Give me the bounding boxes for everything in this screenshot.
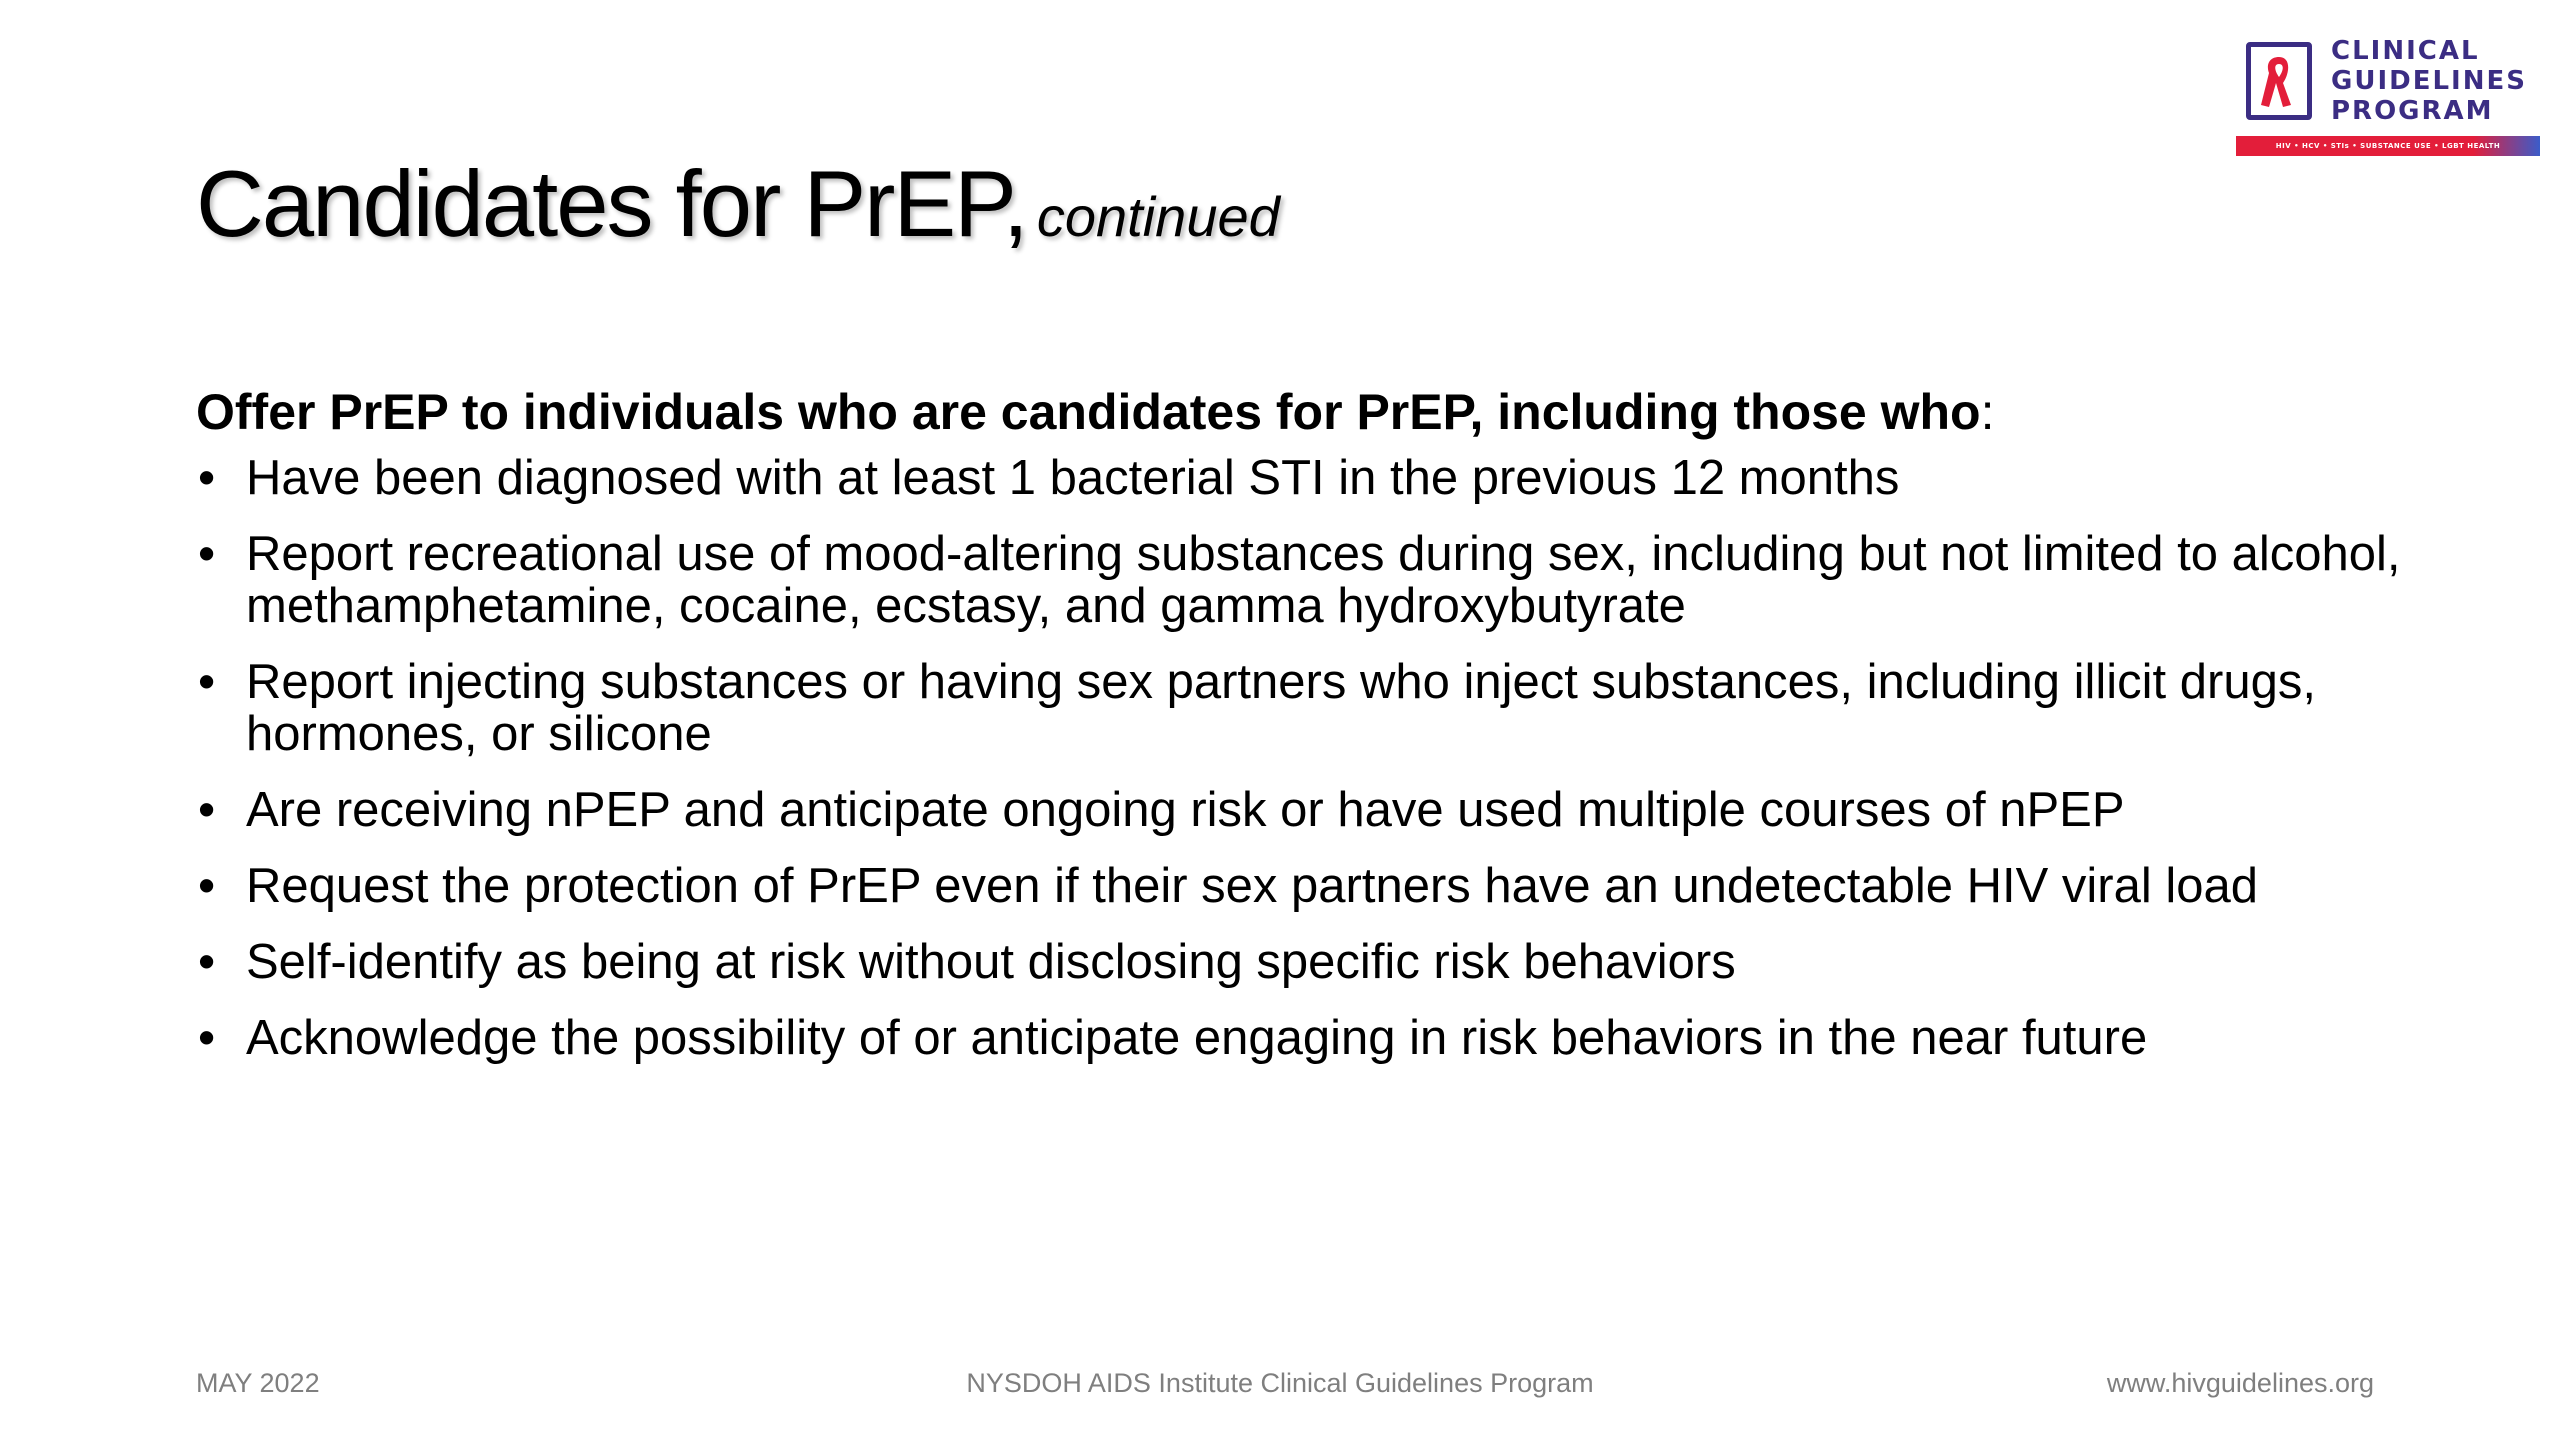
- bullet-marker: •: [198, 783, 216, 837]
- bullet-item: [196, 528, 2416, 632]
- intro-suffix: :: [1980, 384, 1995, 440]
- bullet-marker: •: [198, 527, 216, 581]
- bullet-item: [196, 936, 2416, 988]
- slide-content: [196, 380, 2416, 1088]
- title-main: Candidates for PrEP,: [196, 151, 1027, 256]
- slide-title: [196, 150, 1280, 258]
- bullet-marker: •: [198, 935, 216, 989]
- bullet-item: [196, 1012, 2416, 1064]
- footer-program: NYSDOH AIDS Institute Clinical Guidelines Program: [966, 1368, 1594, 1398]
- footer-url[interactable]: www.hivguidelines.org: [2106, 1368, 2374, 1398]
- footer-date: MAY 2022: [196, 1368, 320, 1398]
- logo-ribbon-box: [2246, 42, 2312, 120]
- bullet-text: Acknowledge the possibility of or anticipate engaging in risk behaviors in the near future: [246, 1011, 2148, 1065]
- bullet-item: [196, 784, 2416, 836]
- bullet-item: [196, 656, 2416, 760]
- red-ribbon-icon: [2257, 53, 2301, 111]
- bullet-marker: •: [198, 655, 216, 709]
- bullet-marker: •: [198, 859, 216, 913]
- title-sub: continued: [1036, 185, 1280, 248]
- clinical-guidelines-program-logo: [2236, 36, 2546, 160]
- logo-line-3: PROGRAM: [2331, 96, 2494, 126]
- bullet-text: Have been diagnosed with at least 1 bacterial STI in the previous 12 months: [246, 451, 1900, 505]
- intro-bold-text: Offer PrEP to individuals who are candidates for PrEP, including those who: [196, 384, 1981, 440]
- bullet-text: Are receiving nPEP and anticipate ongoing risk or have used multiple courses of nPEP: [246, 783, 2125, 837]
- bullet-text: Request the protection of PrEP even if their sex partners have an undetectable HIV viral load: [246, 859, 2258, 913]
- bullet-text: Self-identify as being at risk without disclosing specific risk behaviors: [246, 935, 1736, 989]
- bullet-marker: •: [198, 1011, 216, 1065]
- bullet-text: Report recreational use of mood-altering substances during sex, including but not limited to alcohol, methamphetamine, cocaine, ecstasy, and gamma hydroxybutyrate: [246, 527, 2401, 633]
- logo-text: [2331, 36, 2546, 126]
- logo-line-1: CLINICAL: [2331, 36, 2480, 66]
- logo-tagline-bar: HIV • HCV • STIs • SUBSTANCE USE • LGBT HEALTH: [2236, 136, 2540, 156]
- bullet-item: [196, 452, 2416, 504]
- bullet-marker: •: [198, 451, 216, 505]
- bullet-list: [196, 452, 2416, 1064]
- bullet-text: Report injecting substances or having sex partners who inject substances, including illicit drugs, hormones, or silicone: [246, 655, 2316, 761]
- bullet-item: [196, 860, 2416, 912]
- intro-line: [196, 380, 2416, 444]
- logo-line-2: GUIDELINES: [2331, 66, 2527, 96]
